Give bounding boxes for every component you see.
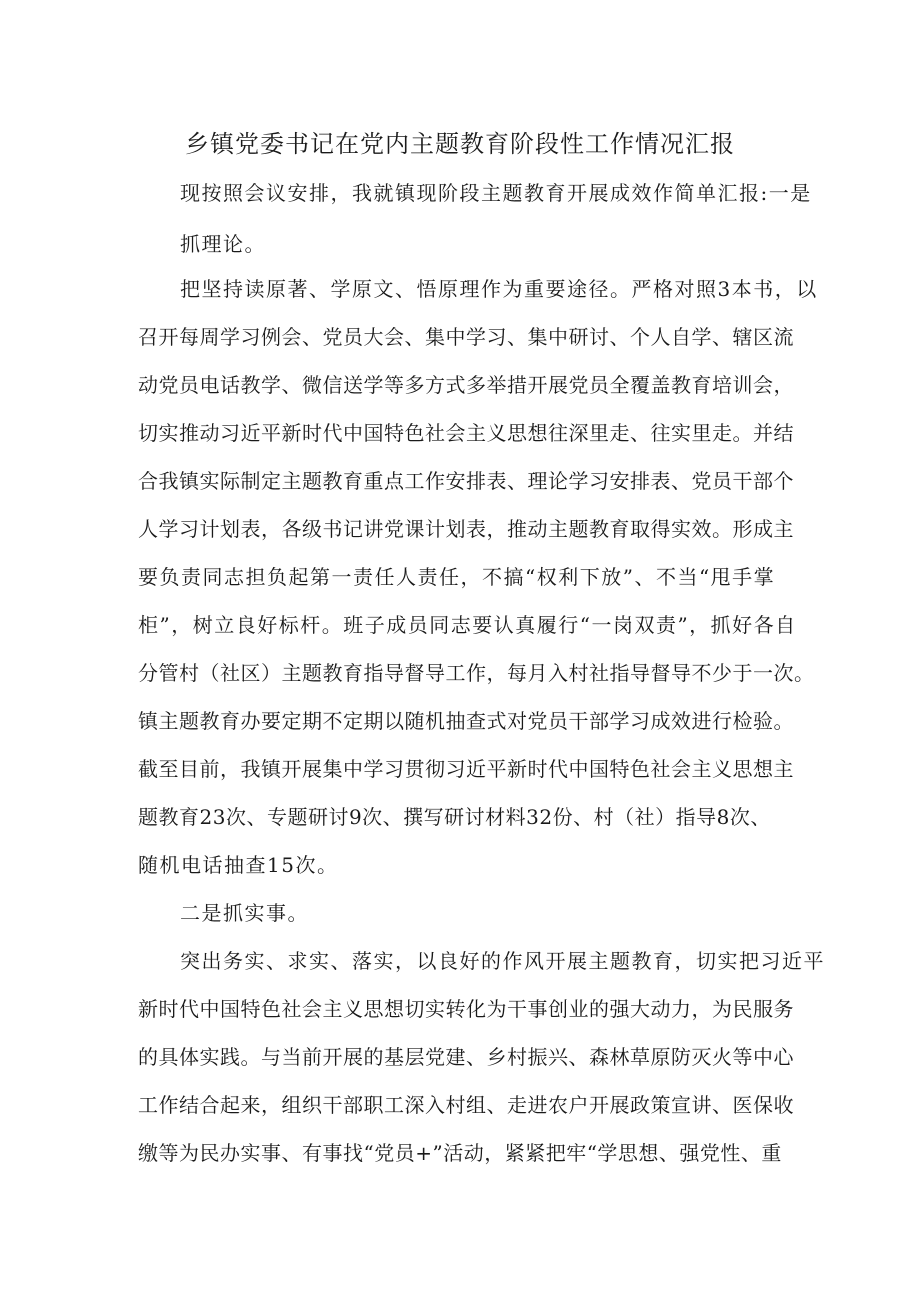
paragraph-line: 切实推动习近平新时代中国特色社会主义思想往深里走、往实里走。并结 xyxy=(138,421,794,445)
paragraph-line: 人学习计划表，各级书记讲党课计划表，推动主题教育取得实效。形成主 xyxy=(138,517,794,541)
paragraph-line: 柜”，树立良好标杆。班子成员同志要认真履行“一岗双责”，抓好各自 xyxy=(138,613,797,637)
paragraph-line: 现按照会议安排，我就镇现阶段主题教育开展成效作简单汇报:一是 xyxy=(180,181,812,205)
paragraph-line: 抓理论。 xyxy=(180,232,266,256)
paragraph-line: 分管村（社区）主题教育指导督导工作，每月入村社指导督导不少于一次。 xyxy=(138,661,815,685)
section-heading: 二是抓实事。 xyxy=(180,901,309,925)
paragraph-line: 题教育23次、专题研讨9次、撰写研讨材料32份、村（社）指导8次、 xyxy=(138,805,771,829)
paragraph-line: 把坚持读原著、学原文、悟原理作为重要途径。严格对照3本书，以 xyxy=(180,277,818,301)
paragraph-line: 工作结合起来，组织干部职工深入村组、走进农户开展政策宣讲、医保收 xyxy=(138,1093,794,1117)
paragraph-line: 随机电话抽查15次。 xyxy=(138,853,339,877)
paragraph-line: 突出务实、求实、落实，以良好的作风开展主题教育，切实把习近平 xyxy=(180,949,825,973)
paragraph-line: 截至目前，我镇开展集中学习贯彻习近平新时代中国特色社会主义思想主 xyxy=(138,757,794,781)
paragraph-line: 动党员电话教学、微信送学等多方式多举措开展党员全覆盖教育培训会， xyxy=(138,373,794,397)
paragraph-line: 新时代中国特色社会主义思想切实转化为干事创业的强大动力，为民服务 xyxy=(138,997,794,1021)
document-title: 乡镇党委书记在党内主题教育阶段性工作情况汇报 xyxy=(185,130,735,158)
paragraph-line: 缴等为民办实事、有事找“党员+”活动，紧紧把牢“学思想、强党性、重 xyxy=(138,1141,782,1165)
paragraph-line: 合我镇实际制定主题教育重点工作安排表、理论学习安排表、党员干部个 xyxy=(138,469,794,493)
paragraph-line: 召开每周学习例会、党员大会、集中学习、集中研讨、个人自学、辖区流 xyxy=(138,325,794,349)
paragraph-line: 镇主题教育办要定期不定期以随机抽查式对党员干部学习成效进行检验。 xyxy=(138,709,794,733)
paragraph-line: 的具体实践。与当前开展的基层党建、乡村振兴、森林草原防灭火等中心 xyxy=(138,1045,794,1069)
paragraph-line: 要负责同志担负起第一责任人责任，不搞“权利下放”、不当“甩手掌 xyxy=(138,565,776,589)
